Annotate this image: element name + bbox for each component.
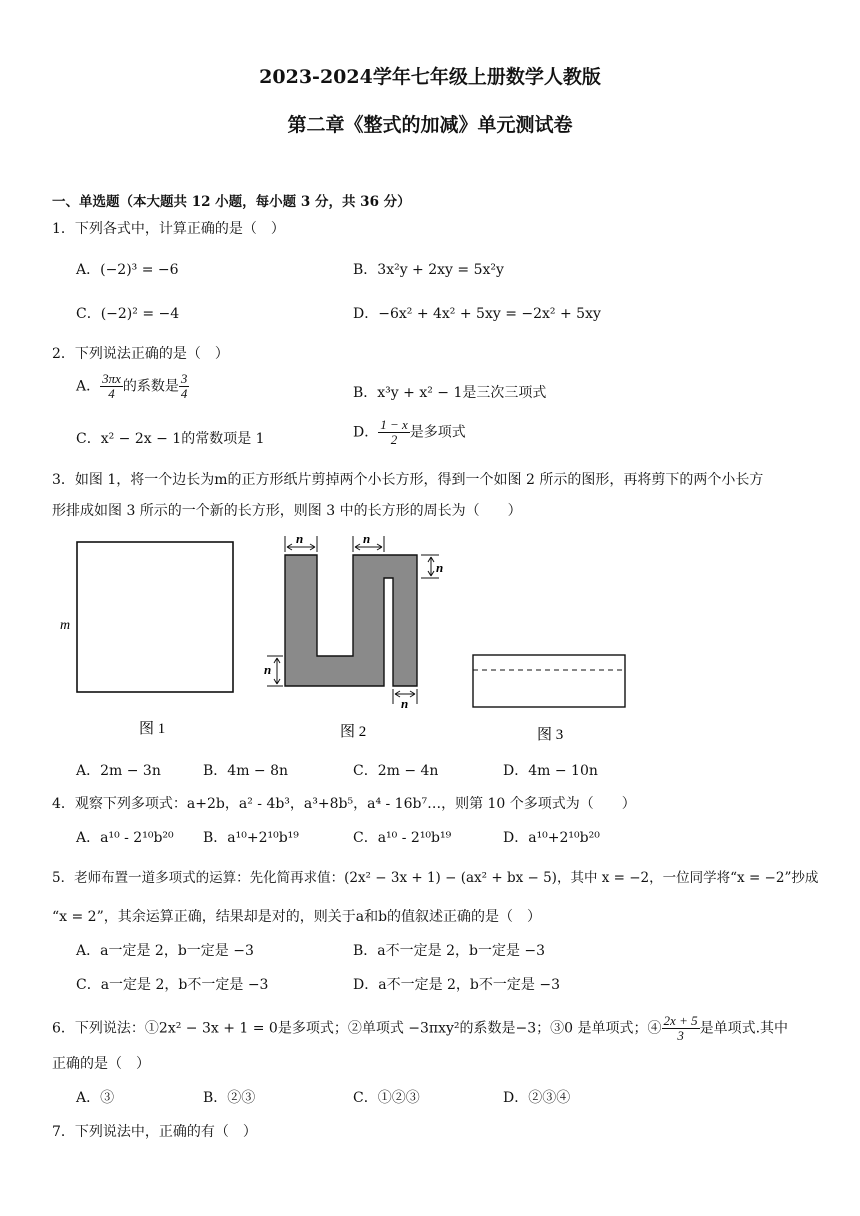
question-2-option-b: B．x³y + x² − 1是三次三项式	[353, 385, 547, 401]
question-5-option-d: D．a不一定是 2，b不一定是 −3	[353, 977, 560, 993]
figure-1-square	[77, 542, 233, 692]
question-5-option-c: C．a一定是 2，b不一定是 −3	[76, 977, 269, 993]
question-5-option-a: A．a一定是 2，b一定是 −3	[76, 943, 254, 959]
fraction-numerator: 2x + 5	[663, 1013, 698, 1028]
fraction	[378, 418, 410, 447]
figure-1-side-label: m	[60, 618, 71, 633]
figure-2-label-n: n	[264, 662, 272, 677]
question-2-option-c: C．x² − 2x − 1的常数项是 1	[76, 431, 265, 447]
question-5-option-b: B．a不一定是 2，b一定是 −3	[353, 943, 546, 959]
question-3-figures	[55, 528, 655, 748]
option-a-label: A．	[76, 378, 101, 395]
figure-2-label-n: n	[401, 696, 409, 711]
question-4-stem: 4．观察下列多项式：a+2b，a² - 4b³，a³+8b⁵，a⁴ - 16b⁷…，则第 10 个多项式为（ ）	[52, 796, 636, 812]
question-1-option-d: D．−6x² + 4x² + 5xy = −2x² + 5xy	[353, 306, 601, 322]
question-3-option-d: D．4m − 10n	[503, 763, 598, 779]
fraction-denominator: 3	[677, 1028, 684, 1043]
fraction-numerator: 3	[180, 371, 188, 386]
question-4-option-c: C．a¹⁰ - 2¹⁰b¹⁹	[353, 830, 452, 846]
question-6-stem-line2: 正确的是（ ）	[52, 1056, 150, 1072]
question-6-stem-pre: 6．下列说法：①2x² − 3x + 1 = 0是多项式；②单项式 −3πxy²的系数是−3；③0 是单项式；④	[52, 1020, 662, 1037]
fraction-numerator: 3πx	[102, 371, 121, 386]
fraction	[100, 372, 123, 401]
question-6-stem-post: 是单项式.其中	[699, 1020, 789, 1037]
fraction-denominator: 4	[108, 386, 115, 401]
question-1-option-b: B．3x²y + 2xy = 5x²y	[353, 262, 504, 278]
figure-3-rectangle	[473, 655, 625, 707]
question-3-option-a: A．2m − 3n	[76, 763, 161, 779]
fraction	[179, 372, 190, 401]
question-3-option-c: C．2m − 4n	[353, 763, 439, 779]
question-5-stem-line2: “x = 2”，其余运算正确，结果却是对的，则关于a和b的值叙述正确的是（ ）	[52, 909, 542, 925]
section-heading: 一、单选题（本大题共 12 小题，每小题 3 分，共 36 分）	[52, 194, 411, 210]
question-1-option-a: A．(−2)³ = −6	[76, 262, 179, 278]
figure-2-label-n: n	[296, 531, 304, 546]
question-4-option-a: A．a¹⁰ - 2¹⁰b²⁰	[76, 830, 174, 846]
fraction-numerator: 1 − x	[380, 417, 408, 432]
question-2-stem: 2．下列说法正确的是（ ）	[52, 346, 229, 362]
figure-2-caption: 图 2	[340, 724, 367, 740]
question-1-stem: 1．下列各式中，计算正确的是（ ）	[52, 221, 285, 237]
question-4-option-d: D．a¹⁰+2¹⁰b²⁰	[503, 830, 600, 846]
question-3-stem-line2: 形排成如图 3 所示的一个新的长方形，则图 3 中的长方形的周长为（ ）	[52, 503, 522, 519]
figure-2-label-n: n	[436, 560, 444, 575]
option-d-text: 是多项式	[409, 424, 466, 441]
option-a-text: 的系数是	[122, 378, 179, 395]
page-title: 2023-2024学年七年级上册数学人教版	[259, 66, 601, 88]
question-6-stem-line1	[52, 1014, 788, 1043]
question-2-option-a	[76, 372, 189, 401]
fraction-denominator: 2	[390, 432, 398, 447]
question-2-option-d	[353, 418, 466, 447]
question-1-option-c: C．(−2)² = −4	[76, 306, 180, 322]
question-4-option-b: B．a¹⁰+2¹⁰b¹⁹	[203, 830, 299, 846]
question-6-option-b: B．②③	[203, 1090, 256, 1106]
figure-1-caption: 图 1	[139, 721, 166, 737]
figure-2-shape	[285, 555, 417, 686]
fraction-denominator: 4	[180, 386, 188, 401]
option-d-label: D．	[353, 424, 379, 441]
question-3-stem-line1: 3．如图 1，将一个边长为m的正方形纸片剪掉两个小长方形，得到一个如图 2 所示的图形，再将剪下的两个小长方	[52, 472, 764, 488]
question-5-stem-line1: 5．老师布置一道多项式的运算：先化简再求值：(2x² − 3x + 1) − (ax² + bx − 5)，其中 x = −2，一位同学将“x = −2”抄成	[52, 870, 819, 886]
figure-3-caption: 图 3	[537, 727, 564, 743]
fraction	[662, 1014, 700, 1043]
question-3-option-b: B．4m − 8n	[203, 763, 289, 779]
page-subtitle: 第二章《整式的加减》单元测试卷	[287, 114, 573, 136]
question-6-option-d: D．②③④	[503, 1090, 571, 1106]
question-6-option-a: A．③	[76, 1090, 115, 1106]
question-7-stem: 7．下列说法中，正确的有（ ）	[52, 1124, 257, 1140]
question-6-option-c: C．①②③	[353, 1090, 420, 1106]
figure-2-label-n: n	[363, 531, 371, 546]
